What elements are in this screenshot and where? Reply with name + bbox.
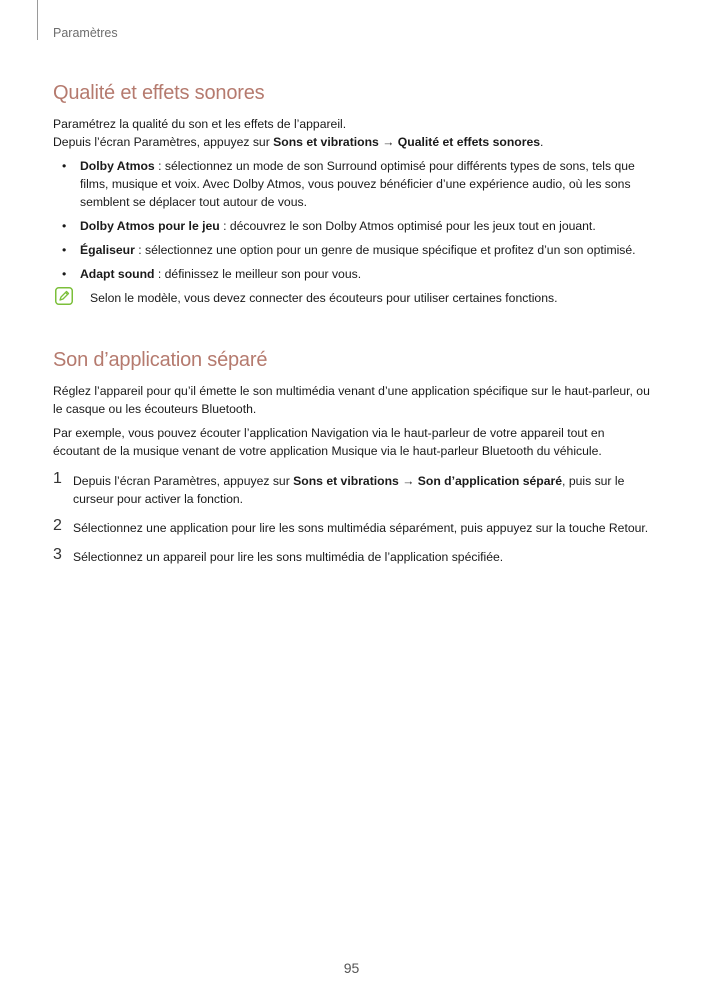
step-menu-separate-app-sound: Son d’application séparé bbox=[417, 474, 563, 488]
pencil-note-icon bbox=[55, 287, 73, 305]
step-text: Sélectionnez un appareil pour lire les sons multimédia de l’application spécifiée. bbox=[73, 550, 504, 564]
bullet-term: Dolby Atmos pour le jeu bbox=[80, 219, 220, 233]
section-title-separate-app-sound: Son d’application séparé bbox=[53, 349, 268, 371]
step-arrow: → bbox=[398, 474, 418, 488]
step-number: 1 bbox=[53, 470, 62, 487]
list-item bbox=[53, 157, 653, 211]
bullet-text: : définissez le meilleur son pour vous. bbox=[154, 267, 362, 281]
step-text-post: , puis sur le curseur pour activer la fonction. bbox=[73, 474, 625, 506]
bullet-text: : sélectionnez un mode de son Surround optimisé pour différents types de sons, tels que films, musique et voix. Avec Dolby Atmos, vous pouvez bénéficier d’une expérience audio, où les sons semblent se déplacer tout autour de vous. bbox=[80, 159, 635, 209]
step-item bbox=[53, 472, 653, 508]
path-arrow: → bbox=[378, 135, 398, 149]
page-number: 95 bbox=[343, 960, 360, 976]
note-text: Selon le modèle, vous devez connecter des écouteurs pour utiliser certaines fonctions. bbox=[90, 291, 558, 305]
path-menu-quality: Qualité et effets sonores bbox=[397, 135, 541, 149]
list-item bbox=[53, 241, 653, 259]
bullet-term: Égaliseur bbox=[80, 243, 135, 257]
step-text: Sélectionnez une application pour lire les sons multimédia séparément, puis appuyez sur la touche Retour. bbox=[73, 521, 649, 535]
bullet-term: Dolby Atmos bbox=[80, 159, 155, 173]
section1-path bbox=[53, 133, 653, 151]
path-menu-sounds: Sons et vibrations bbox=[273, 135, 379, 149]
step-item bbox=[53, 548, 653, 566]
bullet-text: : découvrez le son Dolby Atmos optimisé pour les jeux tout en jouant. bbox=[219, 219, 596, 233]
path-end: . bbox=[540, 135, 544, 149]
section1-intro: Paramétrez la qualité du son et les effets de l’appareil. bbox=[53, 117, 347, 131]
step-text-pre: Depuis l’écran Paramètres, appuyez sur bbox=[73, 474, 294, 488]
step-item bbox=[53, 519, 653, 537]
step-menu-sounds: Sons et vibrations bbox=[293, 474, 399, 488]
note-box bbox=[53, 289, 653, 307]
step-number: 2 bbox=[53, 517, 62, 534]
option-list bbox=[53, 157, 653, 283]
page-content bbox=[53, 82, 653, 577]
list-item bbox=[53, 217, 653, 235]
step-number: 3 bbox=[53, 546, 62, 563]
list-item bbox=[53, 265, 653, 283]
bullet-term: Adapt sound bbox=[80, 267, 155, 281]
path-prefix: Depuis l’écran Paramètres, appuyez sur bbox=[53, 135, 274, 149]
section2-para1: Réglez l’appareil pour qu’il émette le son multimédia venant d’une application spécifique sur le haut-parleur, ou le casque ou les écouteurs Bluetooth. bbox=[53, 384, 650, 416]
section-title-sound-quality: Qualité et effets sonores bbox=[53, 82, 265, 104]
header-rule bbox=[37, 0, 38, 40]
running-head: Paramètres bbox=[53, 26, 118, 40]
section2-para2: Par exemple, vous pouvez écouter l’application Navigation via le haut-parleur de votre appareil tout en écoutant de la musique venant de votre application Musique via le haut-parleur Bluetooth du véhicule. bbox=[53, 426, 605, 458]
steps-list bbox=[53, 472, 653, 566]
bullet-text: : sélectionnez une option pour un genre de musique spécifique et profitez d’un son optimisé. bbox=[134, 243, 636, 257]
